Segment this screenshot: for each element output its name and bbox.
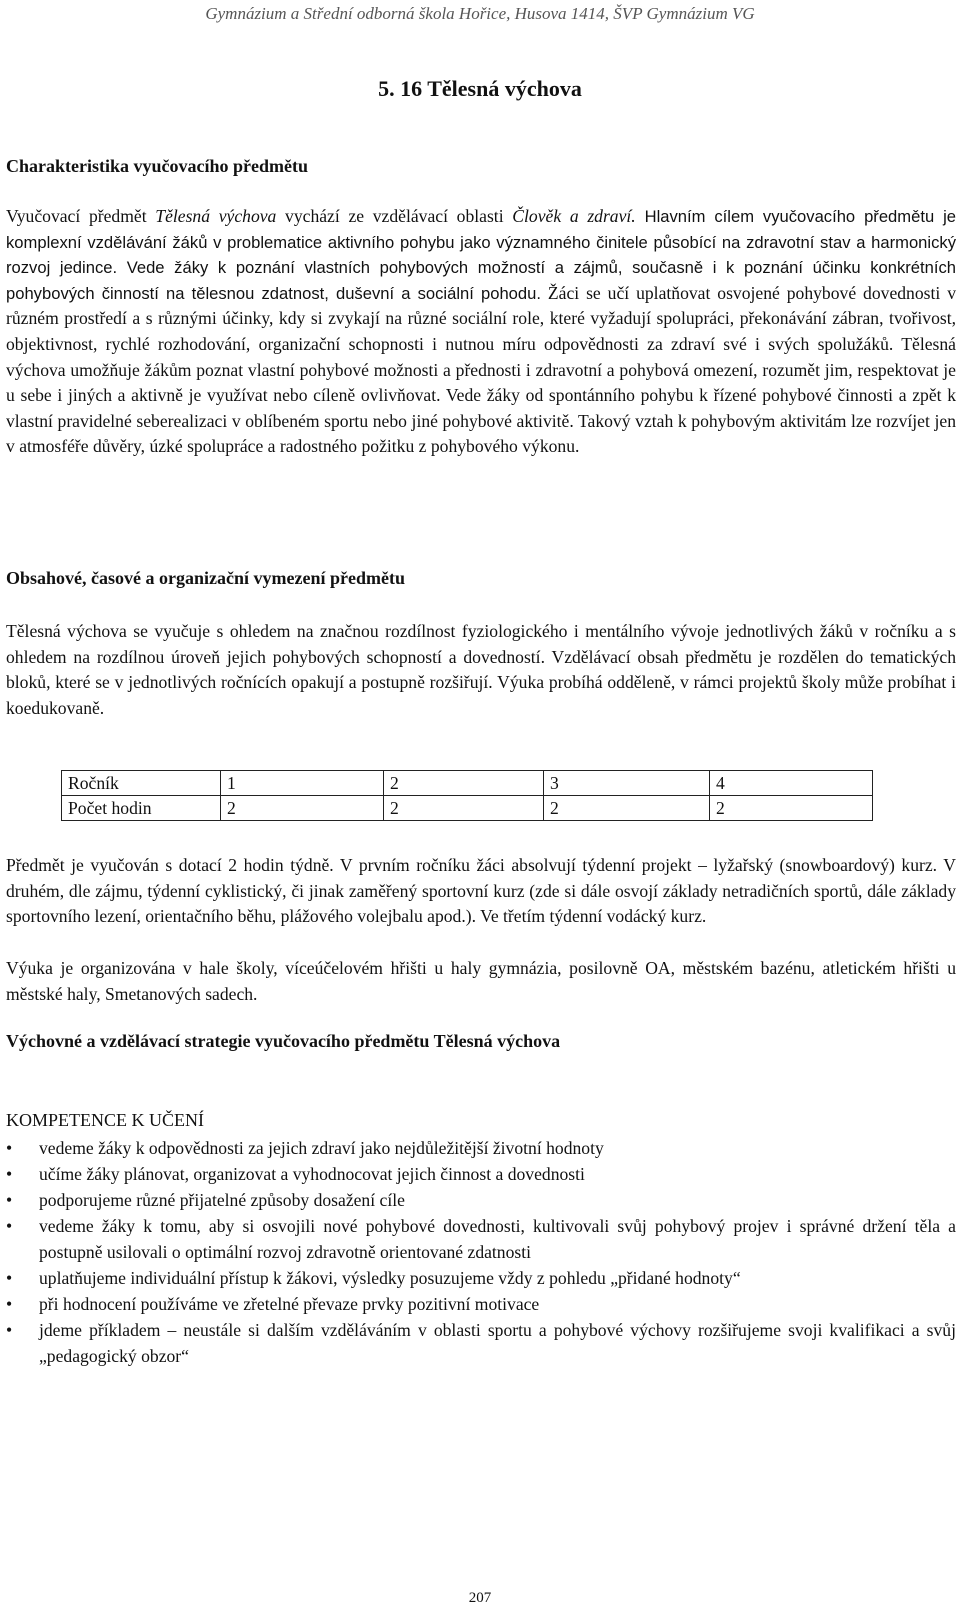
running-header: Gymnázium a Střední odborná škola Hořice, Husova 1414, ŠVP Gymnázium VG (205, 4, 755, 23)
characteristics-paragraph (6, 204, 956, 460)
table-cell: 4 (710, 771, 873, 796)
table-cell: 2 (384, 796, 544, 821)
list-item: • uplatňujeme individuální přístup k žákovi, výsledky posuzujeme vždy z pohledu „přidané hodnoty“ (6, 1265, 956, 1291)
text-segment: Hlavním cílem vyučovacího předmětu je komplexní vzdělávání žáků v problematice aktivního pohybu jako významného činitele působící na zdravotní stav a harmonický rozvoj jedince. Vede žáky k poznání vlastních pohybových možností a zájmů, současně i k poznání účinku konkrétních pohybových činností na tělesnou zdatnost, duševní a sociální pohodu. (6, 207, 956, 303)
table-cell: 2 (710, 796, 873, 821)
table-row (62, 771, 873, 796)
list-item: • při hodnocení používáme ve zřetelné převaze prvky pozitivní motivace (6, 1291, 956, 1317)
section-heading-strategies: Výchovné a vzdělávací strategie vyučovacího předmětu Tělesná výchova (6, 1031, 561, 1051)
list-item: • vedeme žáky k tomu, aby si osvojili nové pohybové dovednosti, kultivovali svůj pohybový projev i správné držení těla a postupně usilovali o optimální rozvoj zdravotně orientované zdatnosti (6, 1213, 956, 1265)
table-cell: 1 (221, 771, 384, 796)
competence-list (6, 1135, 956, 1369)
list-item: • podporujeme různé přijatelné způsoby dosažení cíle (6, 1187, 956, 1213)
bullet-icon: • (6, 1138, 13, 1158)
content-scope-paragraph: Tělesná výchova se vyučuje s ohledem na značnou rozdílnost fyziologického i mentálního vývoje jednotlivých žáků v ročníku a s ohledem na rozdílnou úroveň jejich pohybových schopností a dovedností. Vzdělávací obsah předmětu je rozdělen do tematických bloků, které se v jednotlivých ročnících opakují a postupně rozšiřují. Výuka probíhá odděleně, v rámci projektů školy může probíhat i koedukovaně. (6, 621, 956, 718)
page-title: 5. 16 Tělesná výchova (378, 76, 582, 101)
hours-table (61, 770, 873, 821)
competence-title: KOMPETENCE K UČENÍ (6, 1110, 204, 1130)
text-segment: Vyučovací předmět (6, 206, 156, 226)
table-cell: 2 (384, 771, 544, 796)
table-row (62, 796, 873, 821)
bullet-icon: • (6, 1268, 13, 1288)
section-heading-characteristics: Charakteristika vyučovacího předmětu (6, 156, 308, 176)
list-item: • jdeme příkladem – neustále si dalším vzděláváním v oblasti sportu a pohybové výchovy rozšiřujeme svoji kvalifikaci a svůj „pedagogický obzor“ (6, 1317, 956, 1369)
venues-paragraph: Výuka je organizována v hale školy, víceúčelovém hřišti u haly gymnázia, posilovně OA, městském bazénu, atletickém hřišti u městské haly, Smetanových sadech. (6, 958, 956, 1004)
bullet-icon: • (6, 1190, 13, 1210)
section-heading-content-scope: Obsahové, časové a organizační vymezení předmětu (6, 568, 405, 588)
bullet-icon: • (6, 1216, 13, 1236)
weekly-hours-paragraph: Předmět je vyučován s dotací 2 hodin týdně. V prvním ročníku žáci absolvují týdenní projekt – lyžařský (snowboardový) kurz. V druhém, dle zájmu, týdenní cyklistický, či jinak zaměřený sportovní kurz (zde si dále osvojí základy netradičních sportů, dále základy sportovního lezení, orientačního běhu, plážového volejbalu apod.). Ve třetím týdenní vodácký kurz. (6, 855, 956, 927)
table-cell: 3 (544, 771, 710, 796)
list-item: • vedeme žáky k odpovědnosti za jejich zdraví jako nejdůležitější životní hodnoty (6, 1135, 956, 1161)
text-segment: vychází ze vzdělávací oblasti (276, 206, 513, 226)
table-cell-label: Ročník (62, 771, 221, 796)
subject-name: Tělesná výchova (155, 206, 277, 226)
bullet-icon: • (6, 1320, 13, 1340)
bullet-icon: • (6, 1164, 13, 1184)
bullet-icon: • (6, 1294, 13, 1314)
text-segment: Žáci se učí uplatňovat osvojené pohybové dovednosti v různém prostředí a s různými účinky, kdy si zvykají na různé sociální role, které vyžadují spolupráci, překonávání zábran, tvořivost, objektivnost, rychlé rozhodování, organizační schopnosti i nutnou míru odpovědnosti za zdraví své i svých spolužáků. Tělesná výchova umožňuje žákům poznat vlastní pohybové možnosti a přednosti i zdravotní a pohybová omezení, rozumět jim, respektovat je u sebe i jiných a aktivně je využívat nebo cíleně ovlivňovat. Vede žáky od spontánního pohybu k řízené pohybové činnosti a zpět k vlastní pravidelné seberealizaci v oblíbeném sportu nebo jiné pohybové aktivitě. Takový vztah k pohybovým aktivitám lze rozvíjet jen v atmosféře důvěry, úzké spolupráce a radostného požitku z pohybového výkonu. (6, 282, 956, 457)
table-cell-label: Počet hodin (62, 796, 221, 821)
table-cell: 2 (544, 796, 710, 821)
table-cell: 2 (221, 796, 384, 821)
list-item: • učíme žáky plánovat, organizovat a vyhodnocovat jejich činnost a dovednosti (6, 1161, 956, 1187)
page-number: 207 (468, 1590, 492, 1606)
area-name: Člověk a zdraví. (512, 206, 636, 226)
